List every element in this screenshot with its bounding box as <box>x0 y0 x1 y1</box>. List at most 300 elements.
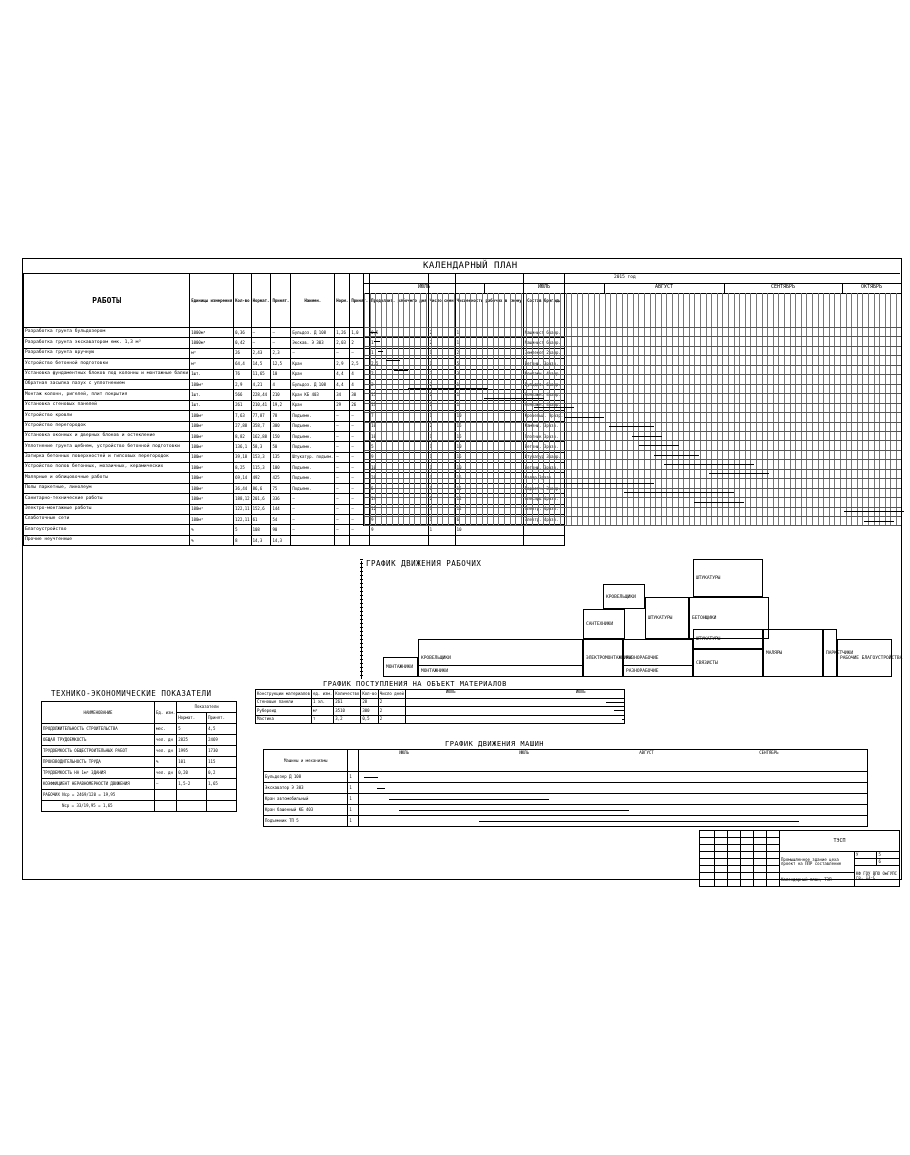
works-cell-mn: — <box>335 504 350 514</box>
works-header: РАБОТЫ <box>24 274 190 328</box>
works-cell-mn: 4,4 <box>335 379 350 389</box>
works-cell-mach: — <box>291 504 335 514</box>
works-cell-qty: 566 <box>234 390 251 400</box>
year-label: 2015 год <box>614 275 636 280</box>
works-cell-la: — <box>271 328 291 338</box>
works-cell-name: Затирка бетонных поверхностей и гипсовых перегородок <box>24 452 190 462</box>
axis-tick <box>360 631 363 632</box>
grid-row-line <box>364 422 901 423</box>
works-cell-ln: 86,6 <box>251 483 271 493</box>
works-cell-sh: 1 <box>428 442 455 452</box>
works-cell-ln: — <box>251 328 271 338</box>
stamp-sheet: 5 <box>877 852 900 859</box>
machines-cell: 1 <box>348 783 359 794</box>
materials-cell: 2 <box>378 698 405 707</box>
materials-cell: 28 <box>361 698 378 707</box>
col-labor-norm: Нормат. <box>251 274 271 328</box>
title-row <box>23 259 900 274</box>
tep-cell: 5 <box>177 724 207 735</box>
workers-chart <box>363 559 903 679</box>
works-cell-br: Землекоп 2разр. <box>523 348 565 358</box>
workers-block-label: КРОВЕЛЬЩИКИ <box>421 656 451 661</box>
workers-block-label: РАБОЧИЕ БЛАГОУСТРОЙСТВА <box>840 656 903 661</box>
works-cell-dur: 1 <box>370 338 428 348</box>
axis-tick <box>360 567 363 568</box>
works-cell-sh: 2 <box>428 379 455 389</box>
works-cell-name: Монтаж колонн, ригелей, плит покрытия <box>24 390 190 400</box>
works-cell-qty: 188,12 <box>234 494 251 504</box>
works-cell-ma: — <box>350 463 370 473</box>
works-row <box>24 535 565 545</box>
gantt-area <box>363 327 901 526</box>
materials-title: ГРАФИК ПОСТУПЛЕНИЯ НА ОБЪЕКТ МАТЕРИАЛОВ <box>323 680 507 688</box>
works-cell-sh: 2 <box>428 369 455 379</box>
works-cell-unit: 100м² <box>190 431 234 441</box>
materials-row <box>256 715 625 724</box>
col-machine-norm: Норм. <box>335 274 350 328</box>
works-cell-w: 1 <box>455 400 523 410</box>
works-cell-br: Плотник 3разр. <box>523 431 565 441</box>
gantt-bar <box>864 521 894 522</box>
works-cell-name: Установка стеновых панелей <box>24 400 190 410</box>
works-cell-sh: 1 <box>428 473 455 483</box>
tep-row <box>42 768 237 779</box>
works-cell-mn: 4,4 <box>335 369 350 379</box>
workers-block <box>418 665 583 677</box>
works-cell-mn <box>335 535 350 545</box>
tep-cell: ОБЩАЯ ТРУДОЕМКОСТЬ <box>42 735 155 746</box>
works-cell-qty: 2,9 <box>234 379 251 389</box>
works-cell-ln: 358,7 <box>251 421 271 431</box>
works-cell-br: Монтажн. 4разр. <box>523 390 565 400</box>
works-cell-mach: Подъемн. <box>291 411 335 421</box>
works-cell-dur: 2 <box>370 379 428 389</box>
works-cell-dur: 5 <box>370 483 428 493</box>
works-cell-ma: — <box>350 431 370 441</box>
gantt-bar <box>664 464 754 465</box>
gantt-bar <box>369 332 377 333</box>
title-block <box>699 830 900 887</box>
tep-h-values: Показатели <box>177 702 237 713</box>
gantt-bar <box>694 502 744 503</box>
works-cell-ln: 108 <box>251 525 271 535</box>
tep-row <box>42 779 237 790</box>
works-cell-ln: 210,41 <box>251 400 271 410</box>
tep-cell: 101 <box>177 757 207 768</box>
materials-cell: 3510 <box>334 707 361 716</box>
works-cell-name: Разработка грунта бульдозером <box>24 328 190 338</box>
workers-block-label: МОНТАЖНИКИ <box>386 665 414 670</box>
works-cell-sh: 1 <box>428 452 455 462</box>
axis-tick <box>360 635 363 636</box>
works-cell-mach: Экскав. Э 303 <box>291 338 335 348</box>
grid-row-line <box>364 412 901 413</box>
works-cell-unit: 100м² <box>190 452 234 462</box>
materials-cell: 2 <box>378 707 405 716</box>
grid-row-line <box>364 459 901 460</box>
works-cell-ma: — <box>350 421 370 431</box>
works-cell-unit: 100м² <box>190 411 234 421</box>
mat-h-2: Количество <box>334 690 361 699</box>
works-cell-la: 19,2 <box>271 400 291 410</box>
materials-month: ИЮЛЬ <box>445 689 456 694</box>
machines-timeline <box>359 783 868 794</box>
materials-cell: Мастика <box>256 715 312 724</box>
works-cell-unit: 1000м³ <box>190 338 234 348</box>
axis-tick <box>360 603 363 604</box>
materials-cell: Стеновые панели <box>256 698 312 707</box>
month-label: ИЮЛЬ <box>364 284 485 293</box>
tep-row <box>42 724 237 735</box>
works-cell-br: Монтажн. 4разр. <box>523 369 565 379</box>
works-cell-br: Электр. 4разр. <box>523 515 565 525</box>
works-cell-qty: 8,25 <box>234 463 251 473</box>
works-cell-unit: 100м² <box>190 483 234 493</box>
col-brigade: Состав бригады <box>523 274 565 328</box>
works-cell-name: Благоустройство <box>24 525 190 535</box>
works-cell-unit: 100м² <box>190 473 234 483</box>
machines-bar <box>389 799 549 800</box>
works-cell-w: 3 <box>455 369 523 379</box>
works-cell-mach: Подъемн. <box>291 431 335 441</box>
works-cell-w: 15 <box>455 431 523 441</box>
works-cell-qty: 8 <box>234 535 251 545</box>
stamp-stage: У <box>855 852 877 859</box>
materials-table <box>255 689 625 724</box>
works-cell-ma: — <box>350 515 370 525</box>
tep-formula-2: Nср = 33/19,95 = 1,65 <box>42 801 155 812</box>
mat-h-4: Число дней <box>378 690 405 699</box>
works-cell-qty: 39,18 <box>234 452 251 462</box>
works-cell-dur: 2,5 <box>370 359 428 369</box>
works-cell-mach: Подъемн. <box>291 473 335 483</box>
works-cell-unit: 100м² <box>190 421 234 431</box>
works-cell-ln: 61 <box>251 515 271 525</box>
materials-row <box>256 698 625 707</box>
grid-row-line <box>364 507 901 508</box>
grid-row-line <box>364 478 901 479</box>
works-cell-qty: 26 <box>234 348 251 358</box>
workers-block <box>823 629 854 677</box>
machines-row <box>264 805 868 816</box>
grid-row-line <box>364 327 901 328</box>
machines-timeline <box>359 816 868 827</box>
works-cell-name: Устройство полов бетонных, мозаичных, керамических <box>24 463 190 473</box>
workers-block <box>623 665 693 677</box>
materials-timeline <box>405 715 624 724</box>
works-cell-br: Каменщ. 3разр. <box>523 421 565 431</box>
axis-tick <box>360 643 363 644</box>
works-cell-br <box>523 525 565 535</box>
tep-cell: ТРУДОЕМКОСТЬ ОБЩЕСТРОИТЕЛЬНЫХ РАБОТ <box>42 746 155 757</box>
tep-cell: КОЭФФИЦИЕНТ НЕРАВНОМЕРНОСТИ ДВИЖЕНИЯ <box>42 779 155 790</box>
col-workers: Численность рабочих в смену <box>455 274 523 328</box>
works-cell-ln: 152,6 <box>251 504 271 514</box>
works-cell-w: 10 <box>455 525 523 535</box>
works-cell-mn: — <box>335 463 350 473</box>
main-title: КАЛЕНДАРНЫЙ ПЛАН <box>423 261 518 271</box>
works-cell-dur: 10 <box>370 463 428 473</box>
gantt-bar <box>564 417 604 418</box>
works-cell-la: 210 <box>271 390 291 400</box>
grid-row-line <box>364 355 901 356</box>
axis-tick <box>360 663 363 664</box>
axis-tick <box>360 639 363 640</box>
works-cell-qty: 122,11 <box>234 515 251 525</box>
materials-cell: 261 <box>334 698 361 707</box>
works-cell-qty: 7,63 <box>234 411 251 421</box>
works-cell-w: 15 <box>455 452 523 462</box>
axis-tick <box>360 599 363 600</box>
works-cell-br: Бетонщ. 3разр. <box>523 442 565 452</box>
gantt-bar <box>484 398 544 399</box>
works-cell-qty: 8,82 <box>234 431 251 441</box>
materials-cell: 2 <box>378 715 405 724</box>
workers-block-label: ШТУКАТУРЫ <box>696 637 721 642</box>
workers-block <box>583 639 633 677</box>
works-cell-mach: Бульдоз. Д 108 <box>291 328 335 338</box>
works-cell-qty: 122,11 <box>234 504 251 514</box>
tep-cell: 0,20 <box>177 768 207 779</box>
workers-block-label: СВЯЗИСТЫ <box>696 661 718 666</box>
works-cell-name: Разработка грунта вручную <box>24 348 190 358</box>
works-cell-name: Установка фундаментных блоков под колонны и монтажные балки <box>24 369 190 379</box>
works-cell-name: Устройство перегородок <box>24 421 190 431</box>
works-cell-name: Устройство кровли <box>24 411 190 421</box>
materials-cell: Рубероид <box>256 707 312 716</box>
workers-block-label: РАЗНОРАБОЧИЕ <box>626 656 659 661</box>
grid-row-line <box>364 346 901 347</box>
works-cell-ma: 2,5 <box>350 359 370 369</box>
works-cell-ma: — <box>350 494 370 504</box>
works-cell-dur: 9 <box>370 452 428 462</box>
grid-row-line <box>364 403 901 404</box>
works-cell-mn: — <box>335 452 350 462</box>
works-cell-sh: 2 <box>428 390 455 400</box>
workers-block <box>583 609 625 639</box>
machines-body <box>264 772 868 827</box>
works-cell-qty: 27,88 <box>234 421 251 431</box>
works-cell-unit: 100м³ <box>190 379 234 389</box>
works-cell-la: 2,3 <box>271 348 291 358</box>
axis-tick <box>360 647 363 648</box>
machines-table <box>263 749 868 827</box>
tep-cell: % <box>155 757 177 768</box>
machines-cell: Кран автомобильный <box>264 794 348 805</box>
mat-h-0: Конструкции материалов <box>256 690 312 699</box>
materials-timeline <box>405 698 624 707</box>
works-cell-ln: 228,44 <box>251 390 271 400</box>
works-cell-qty: 5 <box>234 525 251 535</box>
works-cell-name: Малярные и облицовочные работы <box>24 473 190 483</box>
works-cell-mn: — <box>335 431 350 441</box>
grid-row-line <box>364 469 901 470</box>
month-label: АВГУСТ <box>604 284 725 293</box>
works-cell-dur: 10 <box>370 421 428 431</box>
works-cell-w: 15 <box>455 473 523 483</box>
month-row <box>364 283 901 293</box>
tep-cell: 1,5-2 <box>177 779 207 790</box>
workers-block <box>693 649 763 677</box>
works-cell-ln: 201,6 <box>251 494 271 504</box>
materials-body <box>256 698 625 724</box>
works-cell-la: 12,5 <box>271 359 291 369</box>
works-cell-ln: 115,3 <box>251 463 271 473</box>
works-cell-br: Электр. 4разр. <box>523 504 565 514</box>
works-cell-name: Полы паркетные, линолеум <box>24 483 190 493</box>
grid-row-line <box>364 516 901 517</box>
works-cell-dur: 9 <box>370 525 428 535</box>
works-cell-mach: — <box>291 525 335 535</box>
axis-tick <box>360 623 363 624</box>
works-row <box>24 525 565 535</box>
works-cell-la: 300 <box>271 421 291 431</box>
works-cell-dur: 14 <box>370 494 428 504</box>
works-cell-mn: — <box>335 494 350 504</box>
materials-bar <box>614 710 625 711</box>
works-cell-sh: 1 <box>428 515 455 525</box>
machines-cell: Кран башенный КБ 403 <box>264 805 348 816</box>
tep-table <box>41 701 237 812</box>
works-cell-ln: 14,5 <box>251 359 271 369</box>
tep-row <box>42 735 237 746</box>
machines-cell: 1 <box>348 816 359 827</box>
machines-cell: 1 <box>348 794 359 805</box>
machines-cell: 1 <box>348 805 359 816</box>
works-cell-ma: — <box>350 442 370 452</box>
works-cell-ma: 4 <box>350 379 370 389</box>
works-cell-la: 100 <box>271 463 291 473</box>
works-cell-br: Машинист 6разр. <box>523 328 565 338</box>
works-cell-w <box>455 535 523 545</box>
works-cell-ma: — <box>350 348 370 358</box>
gantt-bar <box>624 492 734 493</box>
works-cell-la: 54 <box>271 515 291 525</box>
machines-bar <box>377 788 385 789</box>
grid-row-line <box>364 431 901 432</box>
works-cell-la: — <box>271 338 291 348</box>
mach-header: Машины и механизмы <box>264 750 348 772</box>
axis-tick <box>360 619 363 620</box>
tep-cell: — <box>155 779 177 790</box>
works-cell-dur: 12 <box>370 504 428 514</box>
workers-block-label: КРОВЕЛЬЩИКИ <box>606 594 636 600</box>
works-cell-qty: 0,36 <box>234 328 251 338</box>
works-cell-ma: — <box>350 504 370 514</box>
works-cell-la: 78 <box>271 411 291 421</box>
gantt-bar <box>404 379 410 380</box>
materials-cell: т <box>311 715 333 724</box>
tep-cell: ПРОИЗВОДИТЕЛЬНОСТЬ ТРУДА <box>42 757 155 768</box>
axis-tick <box>360 563 363 564</box>
works-cell-mach: Подъемн. <box>291 442 335 452</box>
axis-tick <box>360 627 363 628</box>
machines-cell: Бульдозер Д 108 <box>264 772 348 783</box>
tep-cell: мес. <box>155 724 177 735</box>
works-cell-ma <box>350 535 370 545</box>
tep-body <box>42 724 237 790</box>
works-cell-mach: — <box>291 515 335 525</box>
workers-block <box>383 657 418 677</box>
workers-block <box>693 629 763 649</box>
works-cell-mach: Кран <box>291 369 335 379</box>
axis-tick <box>360 611 363 612</box>
works-cell-br <box>523 535 565 545</box>
works-cell-ln: 2,43 <box>251 348 271 358</box>
machines-row <box>264 816 868 827</box>
works-cell-sh: 1 <box>428 483 455 493</box>
gantt-bar <box>408 388 488 389</box>
works-cell-mach: Кран КБ 403 <box>291 390 335 400</box>
works-cell-ln: 162,88 <box>251 431 271 441</box>
gantt-bar <box>632 436 662 437</box>
materials-cell: 300 <box>361 707 378 716</box>
works-cell-la: 425 <box>271 473 291 483</box>
works-cell-unit: м³ <box>190 359 234 369</box>
works-cell-dur: 0,5 <box>370 328 428 338</box>
works-cell-mach: Подъемн. <box>291 463 335 473</box>
works-cell-br: Монтажн. 4разр. <box>523 400 565 410</box>
materials-row <box>256 707 625 716</box>
works-cell-ma: 26 <box>350 400 370 410</box>
works-cell-w: 1 <box>455 390 523 400</box>
works-cell-name: Слаботочные сети <box>24 515 190 525</box>
axis-tick <box>360 587 363 588</box>
gantt-bar <box>654 455 699 456</box>
workers-block <box>603 584 645 609</box>
machines-title: ГРАФИК ДВИЖЕНИЯ МАШИН <box>445 740 545 748</box>
machines-timeline <box>359 794 868 805</box>
works-cell-dur <box>370 535 428 545</box>
works-cell-sh: 2 <box>428 328 455 338</box>
machines-row <box>264 772 868 783</box>
works-cell-sh: 2 <box>428 338 455 348</box>
works-cell-la: 14,3 <box>271 535 291 545</box>
tep-cell: 1995 <box>177 746 207 757</box>
axis-tick <box>360 607 363 608</box>
works-cell-mach: Подъемн. <box>291 421 335 431</box>
works-cell-sh: 1 <box>428 525 455 535</box>
works-cell-sh: 1 <box>428 359 455 369</box>
materials-timeline <box>405 707 624 716</box>
grid-row-line <box>364 488 901 489</box>
works-cell-mn: 34 <box>335 390 350 400</box>
works-cell-ln: 11,65 <box>251 369 271 379</box>
tep-h-norm: Нормат. <box>177 713 207 724</box>
works-cell-w: 1 <box>455 379 523 389</box>
works-cell-la: 75 <box>271 483 291 493</box>
tep-cell: 115 <box>207 757 237 768</box>
works-cell-br: Бетонщ. 3разр. <box>523 463 565 473</box>
works-cell-ln: 58,3 <box>251 442 271 452</box>
workers-block <box>837 639 903 677</box>
works-cell-mach: — <box>291 494 335 504</box>
mach-timeline-head <box>359 750 868 772</box>
works-cell-dur: 28 <box>370 473 428 483</box>
works-cell-ma: 2 <box>350 338 370 348</box>
works-cell-sh: 2 <box>428 400 455 410</box>
drawing-sheet <box>22 258 902 880</box>
works-cell-mn: — <box>335 421 350 431</box>
works-cell-ln: 492 <box>251 473 271 483</box>
gantt-bar <box>844 511 904 512</box>
works-cell-br: Паркетч. 3разр. <box>523 483 565 493</box>
axis-tick <box>360 595 363 596</box>
works-cell-mach: — <box>291 348 335 358</box>
works-cell-ln: 14,3 <box>251 535 271 545</box>
works-cell-sh: 1 <box>428 431 455 441</box>
tep-cell: 0,2 <box>207 768 237 779</box>
